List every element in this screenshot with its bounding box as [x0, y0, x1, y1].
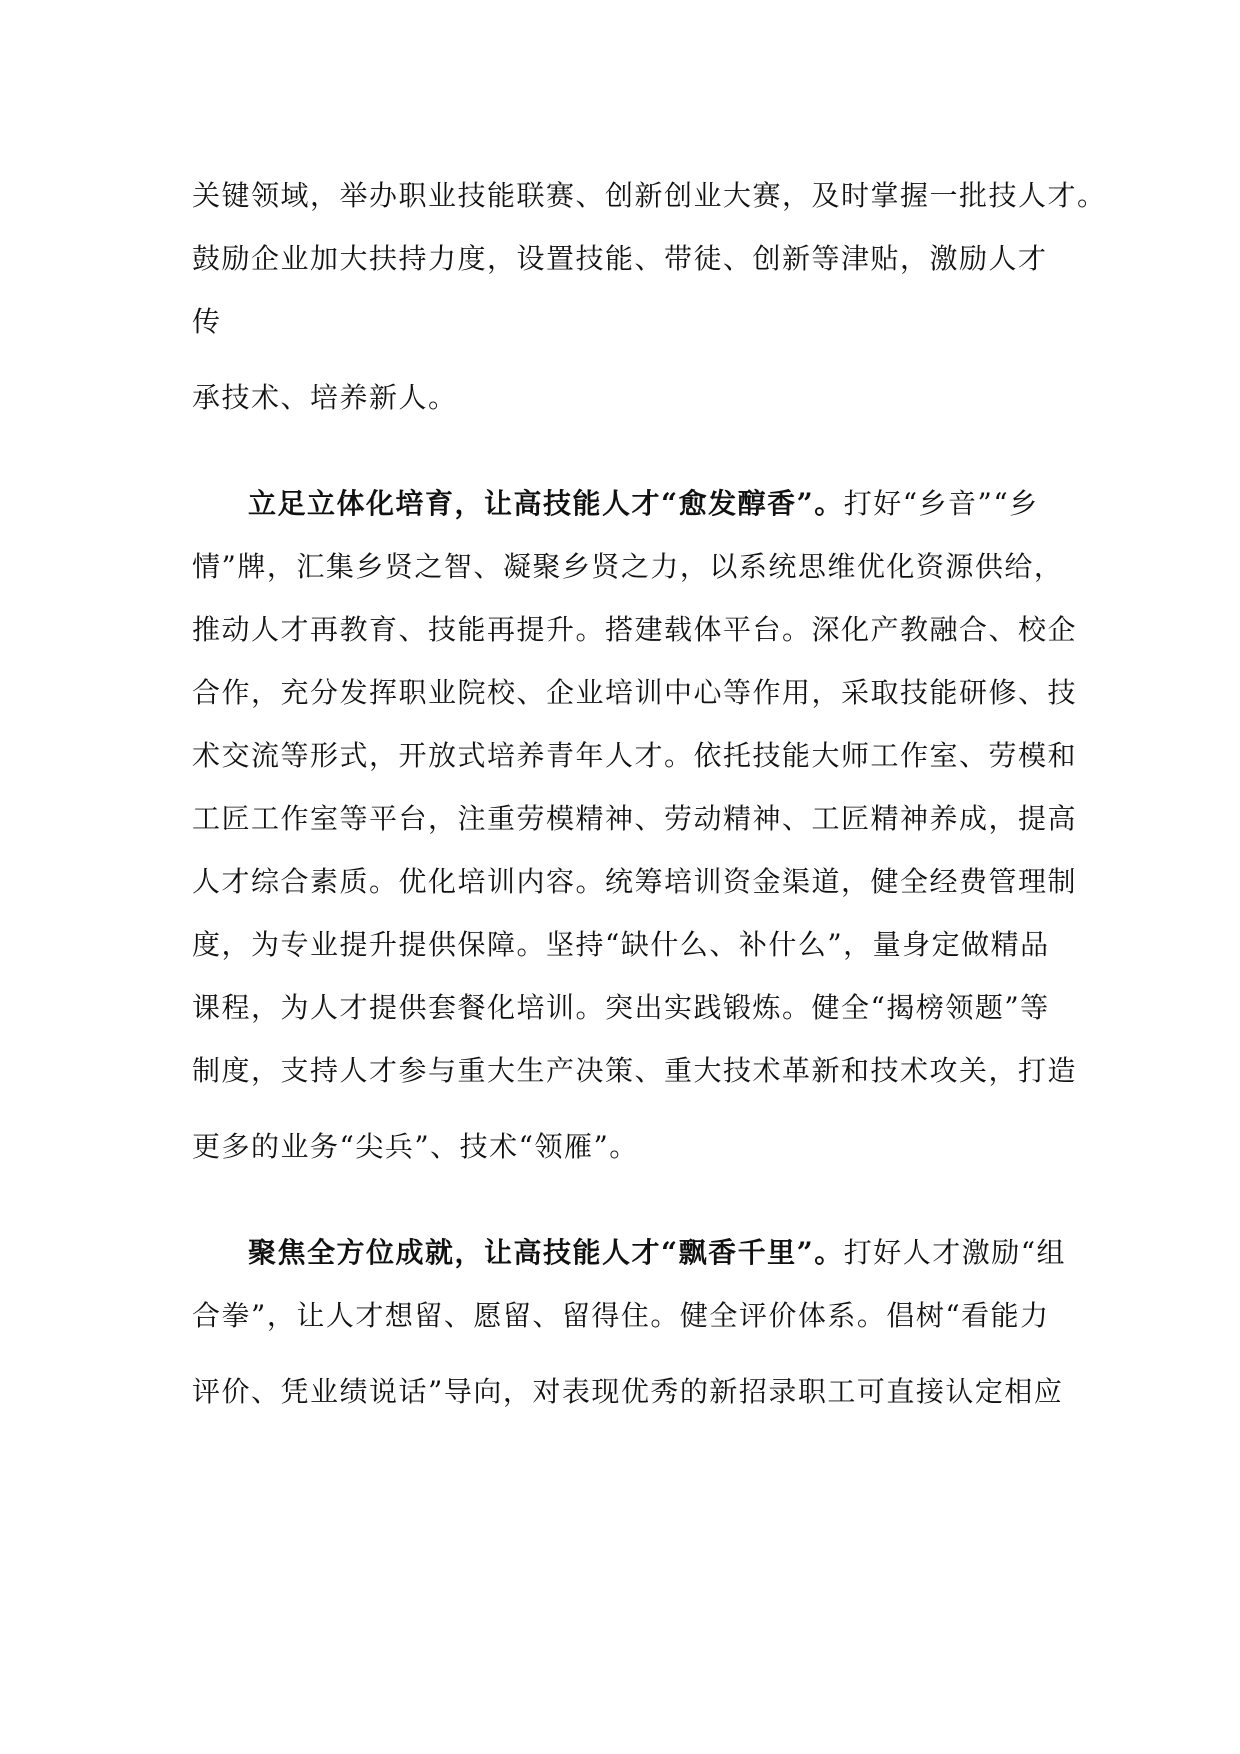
text-line: 合拳”，让人才想留、愿留、留得住。健全评价体系。倡树“看能力: [192, 1299, 1050, 1332]
paragraph-first-line: [248, 484, 1039, 524]
text-line: 承技术、培养新人。: [192, 381, 458, 414]
text-line: 情”牌，汇集乡贤之智、凝聚乡贤之力，以系统思维优化资源供给，: [192, 550, 1064, 583]
text-line: 制度，支持人才参与重大生产决策、重大技术革新和技术攻关，打造: [192, 1054, 1078, 1087]
text-line: 更多的业务“尖兵”、技术“领雁”。: [192, 1130, 639, 1163]
text-line: 评价、凭业绩说话”导向，对表现优秀的新招录职工可直接认定相应: [192, 1375, 1064, 1408]
text-line: 人才综合素质。优化培训内容。统筹培训资金渠道，健全经费管理制: [192, 865, 1078, 898]
paragraph-first-line: [248, 1233, 1066, 1273]
text-line: 工匠工作室等平台，注重劳模精神、劳动精神、工匠精神养成，提高: [192, 802, 1078, 835]
text-run: 打好“乡音”“乡: [843, 487, 1039, 520]
text-line: 关键领域，举办职业技能联赛、创新创业大赛，及时掌握一批技人才。: [192, 179, 1107, 212]
text-line: 传: [192, 305, 222, 338]
text-line: 合作，充分发挥职业院校、企业培训中心等作用，采取技能研修、技: [192, 676, 1078, 709]
text-line: 推动人才再教育、技能再提升。搭建载体平台。深化产教融合、校企: [192, 613, 1078, 646]
text-run: 打好人才激励“组: [843, 1236, 1067, 1269]
text-line: 术交流等形式，开放式培养青年人才。依托技能大师工作室、劳模和: [192, 739, 1078, 772]
section-heading: 聚焦全方位成就，让高技能人才“飘香千里”。: [248, 1236, 844, 1269]
text-line: 鼓励企业加大扶持力度，设置技能、带徒、创新等津贴，激励人才: [192, 242, 1048, 275]
text-line: 课程，为人才提供套餐化培训。突出实践锻炼。健全“揭榜领题”等: [192, 991, 1050, 1024]
text-line: 度，为专业提升提供保障。坚持“缺什么、补什么”，量身定做精品: [192, 928, 1050, 961]
section-heading: 立足立体化培育，让高技能人才“愈发醇香”。: [248, 487, 844, 520]
